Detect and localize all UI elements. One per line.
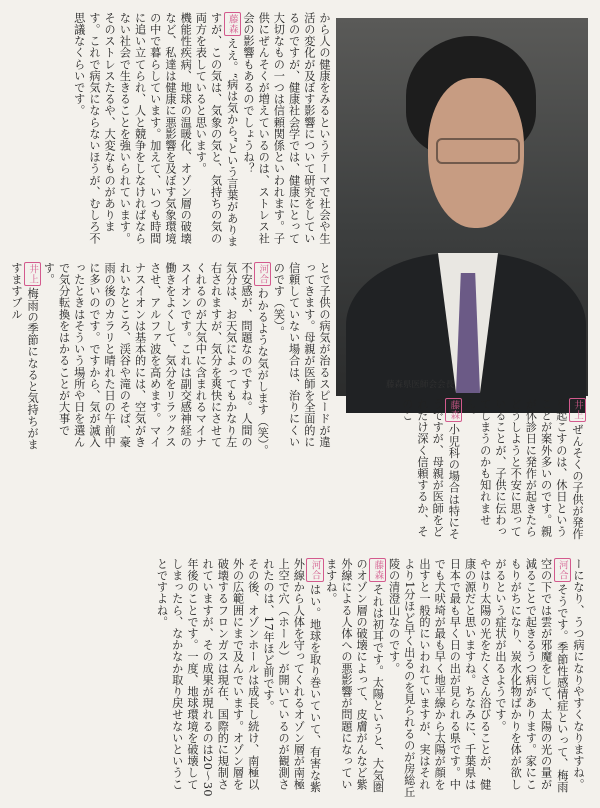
speaker-badge: 藤森	[224, 12, 241, 36]
paragraph	[493, 558, 571, 798]
article-column-2	[9, 262, 332, 457]
body-text: とで子供の病気が治るスピードが違ってきます。母親が医師を全面的に信頼していない場合は、治りにくいのです（笑）。	[272, 262, 331, 448]
body-text: わかるような気がします（笑）。不安感が、問題なのですね。人間の気分は、お天気によってもかなり左右されますが、気分を爽快にさせてくれるのが大気中に含まれるマイナスイオンです。これは副交感神経の働きをよくして、気分をリラックスさせ、アルファ波を高めます。マイナスイオンは基本的には、空気がきれいなところ、渓谷や滝のそば、豪雨の後のカラリと晴れた日の午前中に多いのです。ですから、気が滅入ったときはそういう場所や日を選んで気分転換をはかることが大事です。	[42, 262, 270, 457]
speaker-badge: 河合	[306, 558, 323, 582]
body-text: ぜんそくの子供が発作を起こすのは、休日ということが案外多いのです。親が休診日に発作が起きたらどうしようと不安に思っていることが、子供に伝わってしまうのかも知れません。	[463, 398, 584, 540]
speaker-badge: 河合	[554, 558, 571, 582]
speaker-badge: 藤森	[369, 558, 386, 582]
paragraph	[324, 558, 387, 798]
paragraph	[386, 558, 492, 798]
body-text: から人の健康をみるというテーマで社会や生活の変化が及ぼす影響について研究をしているのですが、健康社会学では、健康にとって大切なもの一つは信頼関係といわれます。子供にぜんそくが増えているのは、ストレス社会の影響もあるのでしょうね？	[241, 12, 331, 244]
body-text: それは初耳です。太陽というと、大気圏のオゾン層の破壊によって、皮膚がんなど紫外線による人体への悪影響が問題になっていますね。	[324, 558, 385, 793]
paragraph	[462, 398, 586, 548]
speaker-badge: 河合	[254, 262, 271, 286]
paragraph	[261, 558, 324, 798]
body-text: 小児科の場合は特にそうですが、母親が医師をどれだけ深く信頼するか、そのこ	[400, 398, 461, 540]
body-text: その後、オゾンホールは成長し続け、南極以外の広範囲にまで及んでいます。オゾン層を破壊するフロンガスは現在、国際的に規制されていますが、その成果が現れるのは20〜30年後のことです。一度、地球環境を破壊してしまったら、なかなか取り戻せないということですよね。	[155, 558, 260, 797]
paragraph	[154, 558, 260, 798]
paragraph	[9, 262, 41, 457]
body-text: 梅雨の季節になると気持ちがますますブル	[9, 262, 40, 451]
photo-caption: 藤森県医師会会長	[386, 380, 455, 390]
speaker-badge: 井上	[569, 398, 586, 422]
paragraph	[400, 398, 463, 548]
paragraph	[271, 262, 332, 457]
article-column-4	[14, 558, 586, 798]
paragraph	[72, 12, 194, 252]
portrait-photo	[336, 18, 588, 396]
paragraph	[193, 12, 241, 252]
body-text: そうです。季節性感情症といって、梅雨空の下では雲が邪魔をして、太陽の光の量が減ることで起きるうつ病があります。家にこもりがちになり、炭水化物ばかりを体が欲しがるという症状が出るようです。	[493, 558, 569, 793]
photo-glasses-icon	[436, 138, 520, 164]
body-text: やはり太陽の光をたくさん浴びることが、健康の源だと思いますね。ちなみに、千葉県は日本で最も早く日の出が見られる県です。中でも犬吠埼が最も早く地平線から太陽が顔を出すと一般的にいわれていますが、実はそれより1分ほど早く出るのを見られるのが房総丘陵の清澄山なのです。	[387, 558, 492, 798]
body-text: ーになり、うつ病になりやすくなりますね。	[572, 558, 585, 790]
body-text: はい。地球を取り巻いていて、有害な紫外線から人体を守ってくれるオゾン層が南極上空で穴（ホール）が開いているのが観測されたのは、17年ほど前です。	[261, 558, 322, 793]
article-column-1	[14, 12, 332, 252]
paragraph	[571, 558, 586, 798]
speaker-badge: 井上	[24, 262, 41, 286]
body-text: ええ。“病は気から”という言葉がありますが、この気は、気象の気と、気持ちの気の両方を表していると思います。	[194, 12, 239, 248]
speaker-badge: 藤森	[445, 398, 462, 422]
article-column-3	[398, 398, 586, 548]
paragraph	[41, 262, 271, 457]
paragraph	[241, 12, 332, 252]
body-text: 機能性疾病、地球の温暖化、オゾン層の破壊など、私達は健康に悪影響を及ぼす気象環境の中で暮らしています。加えて、いつも時間に追い立てられ、人と競争をしなければならない社会で生きることを強いられています。そのストレスたるや、大変なものがあります。これで病気にならないほうが、むしろ不思議なくらいです。	[72, 12, 193, 244]
